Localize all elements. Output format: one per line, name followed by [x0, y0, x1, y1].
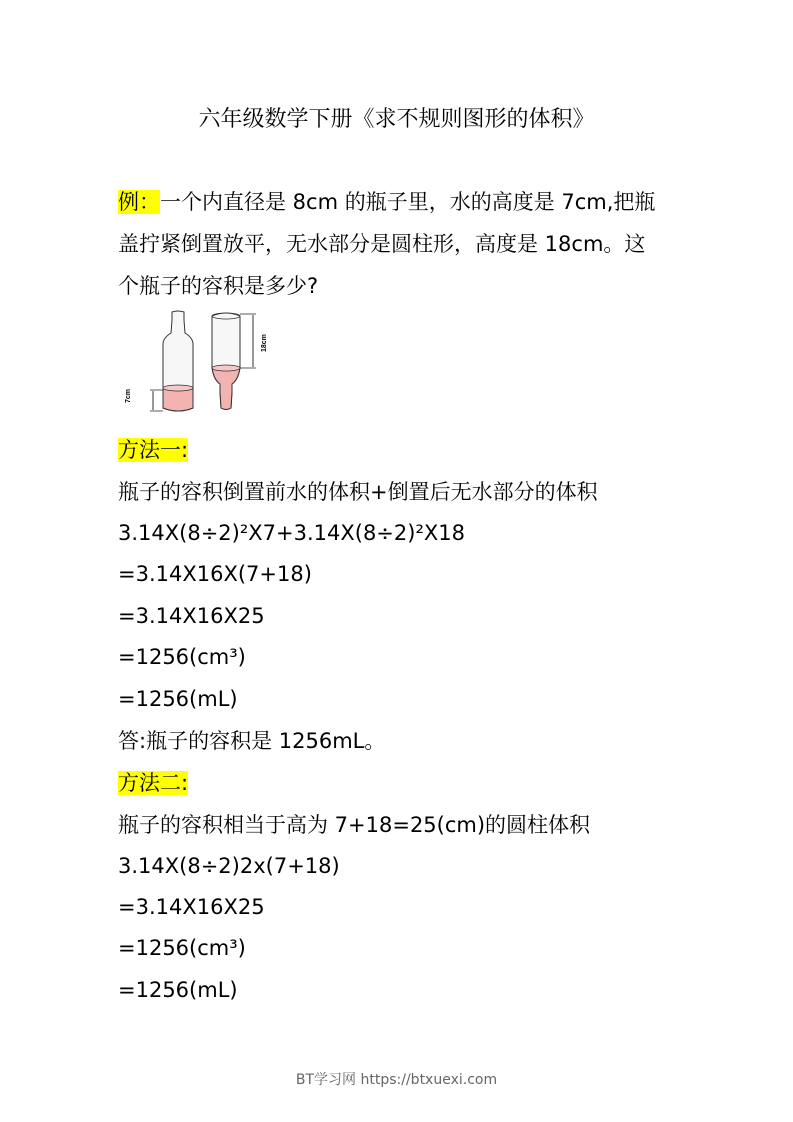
water-inverted	[212, 368, 240, 410]
method2-heading	[118, 763, 188, 803]
example-line-2: 盖拧紧倒置放平，无水部分是圆柱形，高度是 18cm。这	[118, 232, 646, 256]
water-upright	[163, 388, 193, 411]
method1-label: 方法一:	[118, 438, 189, 462]
inverted-bottle	[212, 313, 268, 410]
label-18cm: 18cm	[261, 334, 268, 352]
label-7cm: 7cm	[125, 388, 132, 403]
method2-line: =1256(cm³)	[118, 936, 246, 960]
method1-line: 3.14X(8÷2)²X7+3.14X(8÷2)²X18	[118, 521, 465, 545]
method2-line: =3.14X16X25	[118, 895, 265, 919]
example-line-3: 个瓶子的容积是多少?	[118, 274, 319, 298]
method2-line: 瓶子的容积相当于高为 7+18=25(cm)的圆柱体积	[118, 813, 591, 837]
example-text-1: 一个内直径是 8cm 的瓶子里，水的高度是 7cm,把瓶	[160, 190, 656, 214]
method1-line: =1256(mL)	[118, 687, 238, 711]
upright-bottle	[125, 311, 193, 411]
method1-line: =3.14X16X(7+18)	[118, 562, 312, 586]
method2-line: =1256(mL)	[118, 978, 238, 1002]
example-label: 例：	[118, 190, 160, 214]
page-title: 六年级数学下册《求不规则图形的体积》	[198, 107, 595, 132]
method2-label: 方法二:	[118, 771, 189, 795]
method2-line: 3.14X(8÷2)2x(7+18)	[118, 854, 340, 878]
method1-line: 瓶子的容积倒置前水的体积+倒置后无水部分的体积	[118, 480, 598, 504]
footer-link[interactable]: BT学习网 https://btxuexi.com	[295, 1072, 498, 1088]
method1-line: =1256(cm³)	[118, 645, 246, 669]
example-line-1	[118, 182, 655, 222]
method1-line: =3.14X16X25	[118, 604, 265, 628]
method1-heading	[118, 430, 188, 470]
method1-answer: 答:瓶子的容积是 1256mL。	[118, 729, 386, 753]
bottle-figure	[116, 308, 276, 420]
